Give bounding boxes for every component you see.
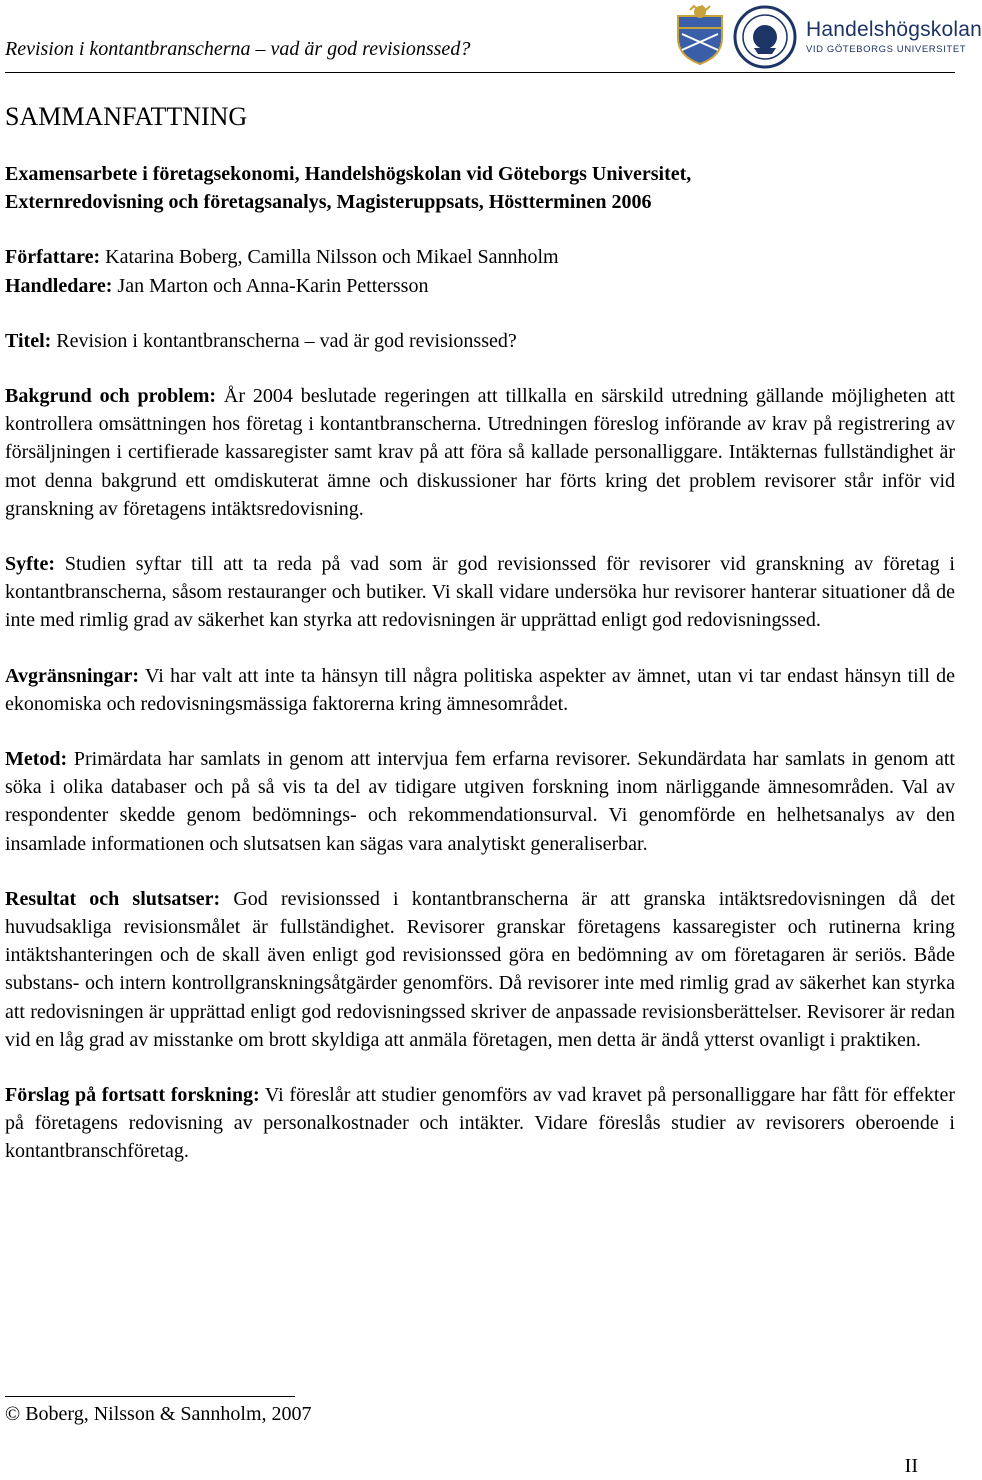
results-paragraph — [5, 885, 955, 1054]
supervisors-line — [5, 272, 955, 300]
title-label: Titel: — [5, 329, 52, 352]
authors-line — [5, 243, 955, 271]
summary-body — [5, 100, 955, 1166]
authors-label: Författare: — [5, 246, 101, 269]
further-research-label: Förslag på fortsatt forskning: — [5, 1084, 260, 1107]
purpose-text: Studien syftar till att ta reda på vad som är god revisionssed för revisorer vid granskning av företag i kontantbranscherna, såsom restauranger och butiker. Vi skall vidare undersöka hur revisorer hanterar situationer då de inte med rimlig grad av säkerhet kan styrka att redovisningen är upprättad enligt god redovisningssed. — [5, 553, 955, 632]
background-text: År 2004 beslutade regeringen att tillkalla en särskild utredning gällande möjligheten att kontrollera omsättningen hos företag i kontantbranscherna. Utredningen föreslog införande av krav på registrering av försäljningen i certifierade kassaregister samt krav på att föra så kallade personalliggare. Intäkternas fullständighet är mot denna bakgrund ett omdiskuterat ämne och diskussioner har förts kring det problem revisorer står inför vid granskning av företagens intäktsredovisning. — [5, 385, 955, 520]
header-logos — [672, 4, 982, 70]
running-header-title: Revision i kontantbranscherna – vad är god revisionssed? — [5, 38, 471, 60]
results-text: God revisionssed i kontantbranscherna är att granska intäktsredovisningen då det huvudsakliga revisionsmålet är fullständighet. Revisorer granskar företagens kassaregister och rutinerna kring intäktshanteringen och de skall även enligt god revisionssed göra en bedömning av om företagaren är seriös. Både substans- och intern kontrollgranskningsåtgärder genomförs. Då revisorer inte med rimlig grad av säkerhet kan styrka att redovisningen är upprättad enligt god redovisningssed skriver de anpassade revisionsberättelser. Revisorer är redan vid en låg grad av misstanke om brott skyldiga att anmäla företagen, men detta är ändå ytterst ovanligt i praktiken. — [5, 887, 955, 1051]
copyright-notice: © Boberg, Nilsson & Sannholm, 2007 — [5, 1403, 312, 1425]
footer-divider — [5, 1396, 295, 1397]
header-divider — [5, 72, 955, 73]
further-research-paragraph — [5, 1081, 955, 1166]
purpose-paragraph — [5, 550, 955, 635]
results-label: Resultat och slutsatser: — [5, 887, 221, 910]
background-paragraph — [5, 382, 955, 523]
university-crest-icon — [672, 4, 728, 66]
thesis-info-line-1: Examensarbete i företagsekonomi, Handelshögskolan vid Göteborgs Universitet, — [5, 163, 692, 185]
delimitations-paragraph — [5, 662, 955, 718]
title-line — [5, 327, 955, 355]
background-label: Bakgrund och problem: — [5, 385, 217, 408]
purpose-label: Syfte: — [5, 553, 55, 576]
logo-subtitle: VID GÖTEBORGS UNIVERSITET — [806, 44, 967, 55]
further-research-text: Vi föreslår att studier genomförs av vad kravet på personalliggare har fått för effekter på företagens redovisning av personalkostnader och intäkter. Vidare föreslås studier av revisorers oberoende i kontantbranschföretag. — [5, 1084, 956, 1163]
supervisors-label: Handledare: — [5, 274, 113, 297]
delimitations-text: Vi har valt att inte ta hänsyn till några politiska aspekter av ämnet, utan vi tar endast hänsyn till de ekonomiska och redovisningsmässiga faktorerna kring ämnesområdet. — [5, 664, 955, 715]
method-text: Primärdata har samlats in genom att intervjua fem erfarna revisorer. Sekundärdata har samlats in genom att söka i olika databaser och på så vis ta del av tidigare utgiven forskning inom närliggande ämnesområden. Val av respondenter skedde genom bedömnings- och rekommendationsurval. Vi genomförde en helhetsanalys av den insamlade informationen och slutsatsen kan sägas vara analytiskt generaliserbar. — [5, 748, 955, 855]
supervisors-value: Jan Marton och Anna-Karin Pettersson — [112, 274, 429, 297]
page-title: SAMMANFATTNING — [5, 102, 248, 131]
authors-value: Katarina Boberg, Camilla Nilsson och Mikael Sannholm — [100, 246, 559, 269]
method-label: Metod: — [5, 748, 68, 771]
school-seal-icon — [732, 4, 798, 70]
delimitations-label: Avgränsningar: — [5, 664, 140, 687]
page-number: II — [904, 1455, 918, 1477]
thesis-info-line-2: Externredovisning och företagsanalys, Magisteruppsats, Höstterminen 2006 — [5, 191, 652, 214]
school-logo-text — [806, 18, 982, 55]
logo-name: Handelshögskolan — [806, 18, 982, 41]
title-value: Revision i kontantbranscherna – vad är god revisionssed? — [51, 329, 517, 352]
method-paragraph — [5, 745, 955, 858]
